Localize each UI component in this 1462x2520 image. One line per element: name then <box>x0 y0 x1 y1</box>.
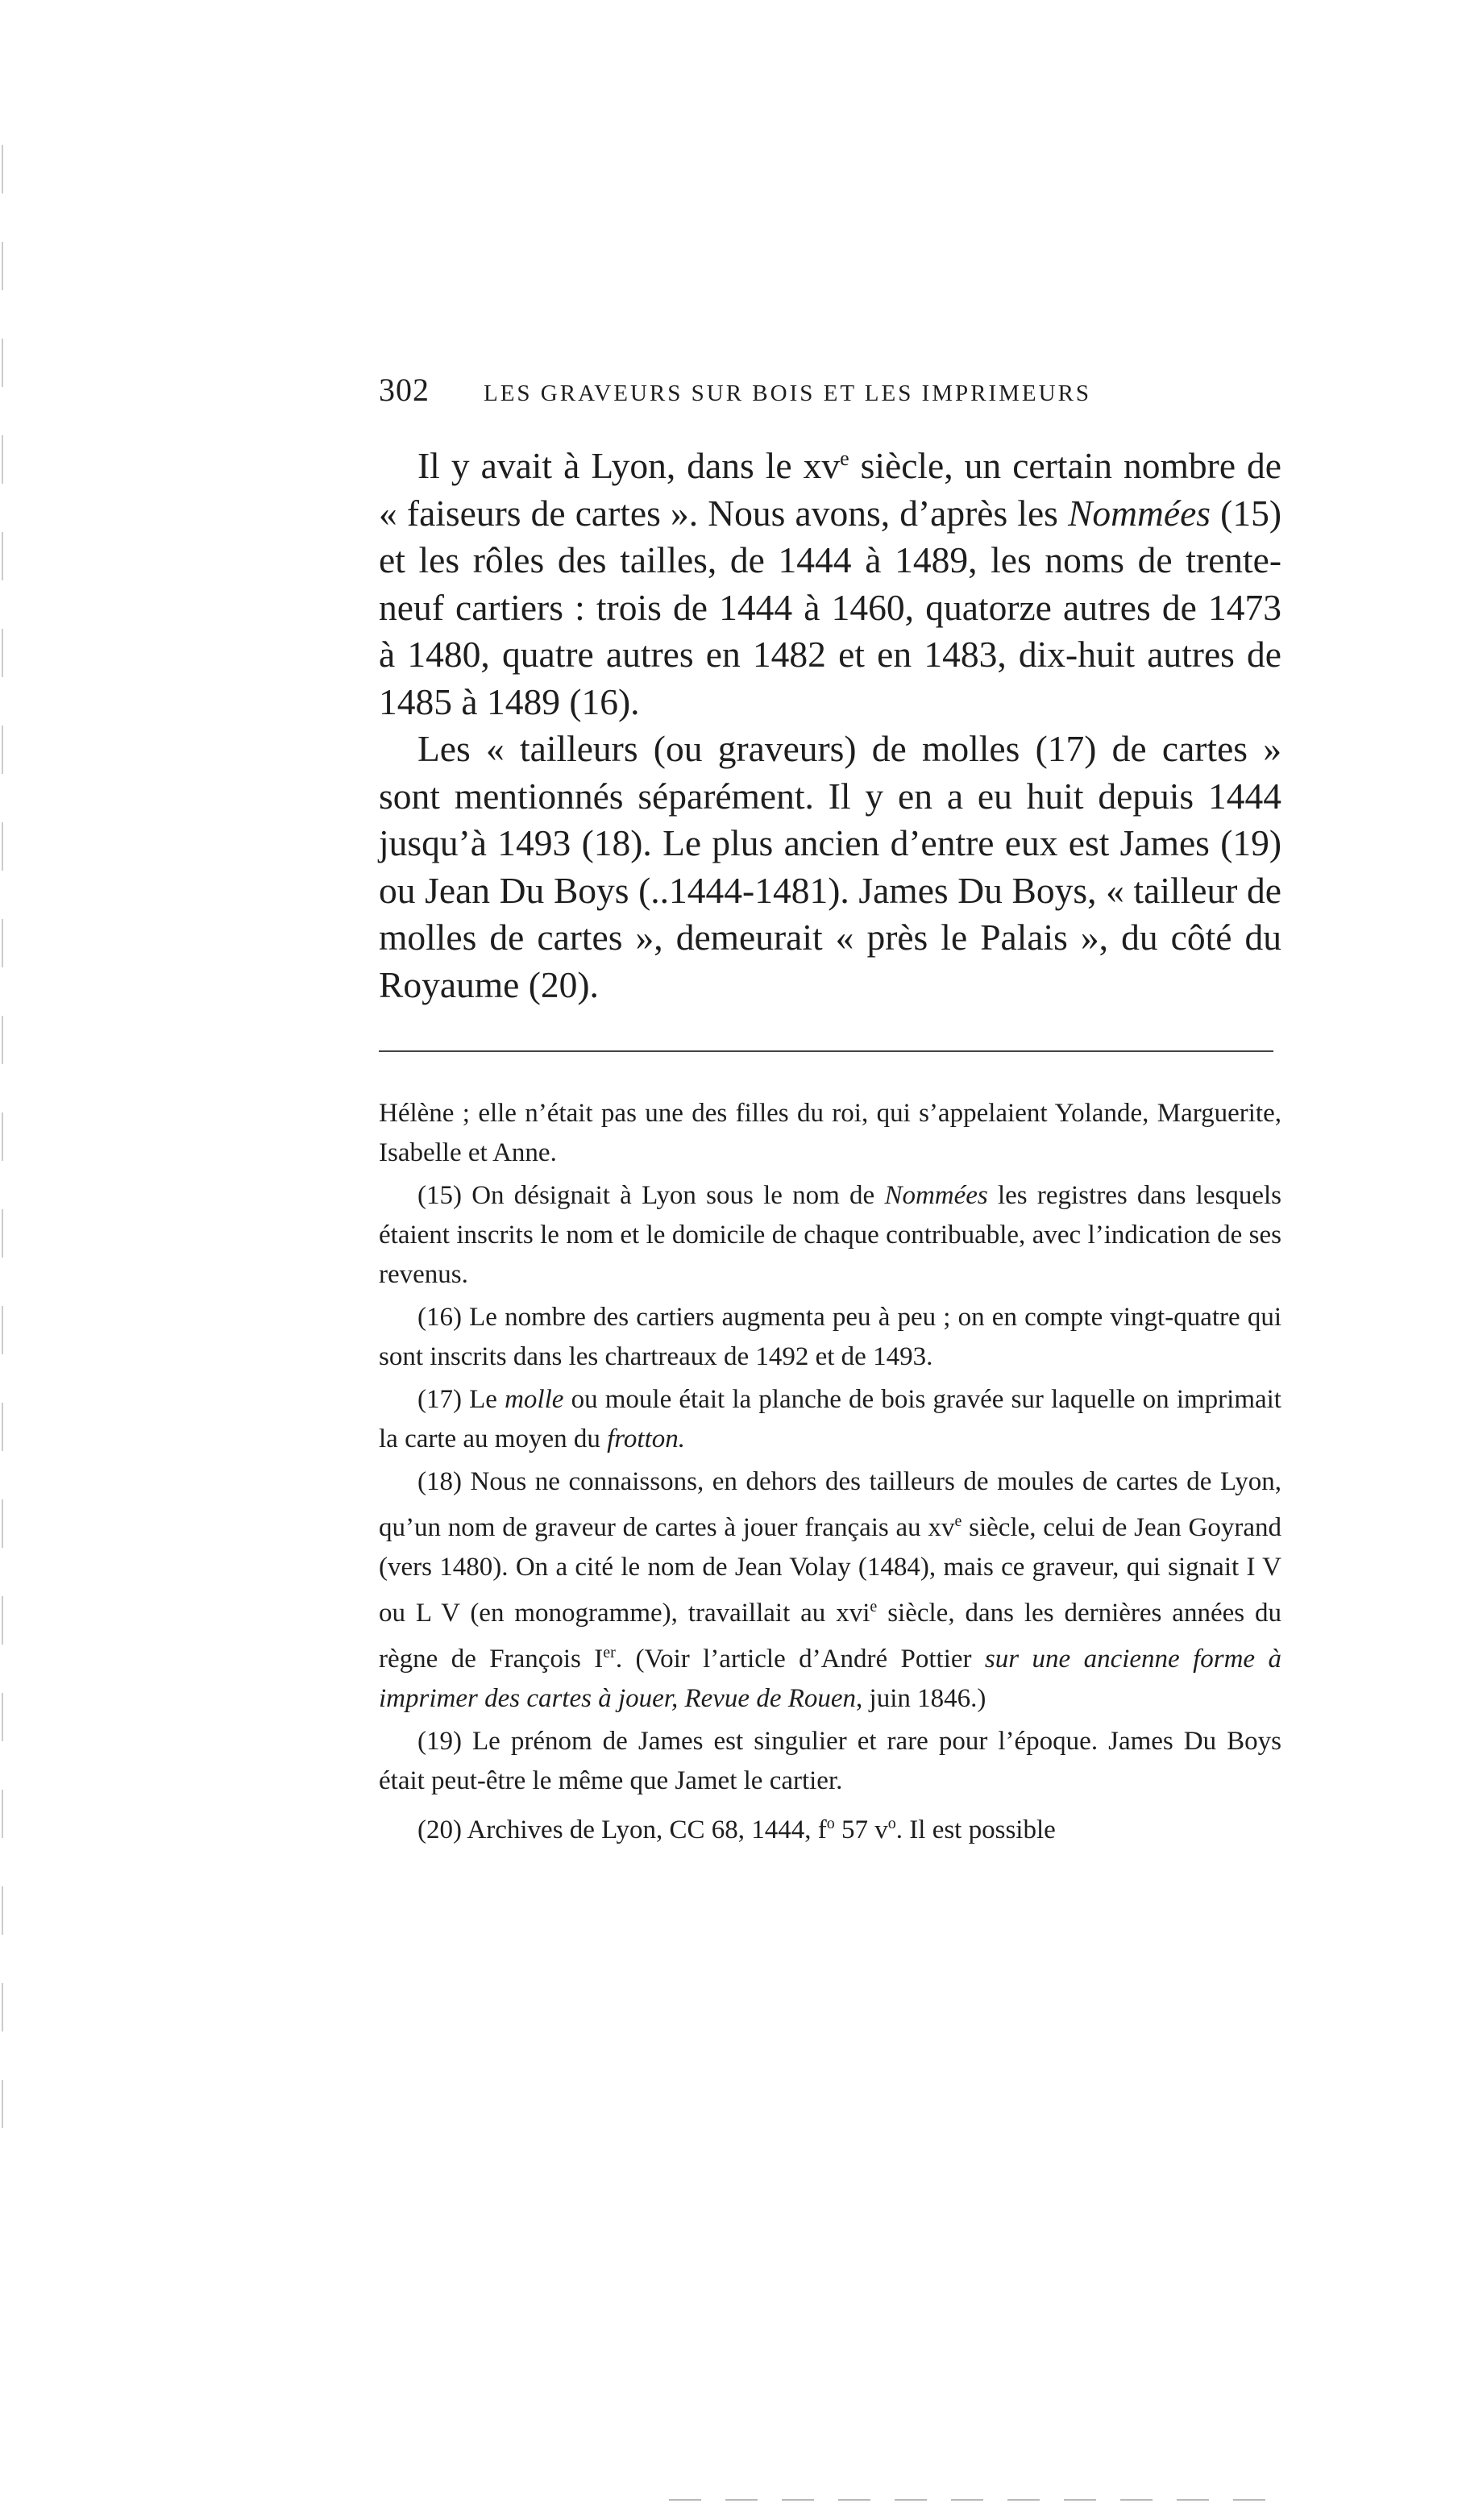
book-page <box>379 371 1281 1850</box>
italic-term: molle <box>505 1385 564 1415</box>
footnote-18 <box>379 1462 1281 1719</box>
text-run: siècle, dans les dernières années du règne de François I <box>379 1599 1281 1674</box>
text-run: , juin 1846.) <box>856 1684 986 1714</box>
footnote-20 <box>379 1804 1281 1850</box>
footnote-17 <box>379 1380 1281 1459</box>
text-run: . Il est possible <box>895 1815 1056 1845</box>
text-run: (15) et les rôles des tailles, de 1444 à 1489, les noms de trente-neuf cartiers : trois de 1444 à 1460, quatorze autres de 1473 à 1480, quatre autres en 1482 et en 1483, dix-huit autres de 1485 à 1489 (16). <box>379 492 1281 722</box>
text-run: 57 v <box>834 1815 888 1845</box>
main-text <box>379 435 1281 1008</box>
text-run: Il y avait à Lyon, dans le xv <box>417 445 841 487</box>
paragraph-2: Les « tailleurs (ou graveurs) de molles (17) de cartes » sont mentionnés séparément. Il y en a eu huit depuis 1444 jusqu’à 1493 (18). Le plus ancien d’entre eux est James (19) ou Jean Du Boys (..1444-1481). James Du Boys, « tailleur de molles de cartes », demeurait « près le Palais », du côté du Royaume (20). <box>379 728 1281 1005</box>
italic-term: Nommées <box>884 1181 988 1211</box>
superscript: o <box>826 1815 835 1833</box>
superscript: e <box>840 447 849 470</box>
scan-bottom-artifact <box>669 2499 1281 2501</box>
text-run: (20) Archives de Lyon, CC 68, 1444, f <box>417 1815 827 1845</box>
superscript: e <box>954 1512 962 1531</box>
footnote-16: (16) Le nombre des cartiers augmenta peu à peu ; on en compte vingt-quatre qui sont inscrits dans les chartreaux de 1492 et de 1493. <box>379 1303 1281 1372</box>
superscript: er <box>603 1644 616 1662</box>
page-number: 302 <box>379 372 430 408</box>
text-run: (17) Le <box>417 1385 505 1415</box>
footnote-19: (19) Le prénom de James est singulier et rare pour l’époque. James Du Boys était peut-être le même que Jamet le cartier. <box>379 1727 1281 1796</box>
page-header <box>379 371 1281 435</box>
text-run: siècle, un certain nombre de « faiseurs de cartes ». Nous avons, d’après les <box>379 445 1281 534</box>
footnotes <box>379 1094 1281 1850</box>
text-run: (15) On désignait à Lyon sous le nom de <box>417 1181 885 1211</box>
paragraph-1 <box>379 435 1281 726</box>
text-run: siècle, celui de Jean Goyrand (vers 1480). On a cité le nom de Jean Volay (1484), mais ce graveur, qui signait I V ou L V (en monogramme), travaillait au xvi <box>379 1513 1281 1628</box>
italic-term: frotton. <box>607 1424 686 1454</box>
text-run: les registres dans lesquels étaient inscrits le nom et le domicile de chaque contribuable, avec l’indication de ses revenus. <box>379 1181 1281 1290</box>
superscript: e <box>870 1598 878 1616</box>
italic-term: Nommées <box>1068 492 1211 534</box>
footnote-separator <box>379 1050 1273 1054</box>
footnote-15 <box>379 1176 1281 1295</box>
scan-edge-artifact <box>2 145 3 2177</box>
superscript: o <box>887 1815 896 1833</box>
text-run: . (Voir l’article d’André Pottier <box>615 1645 985 1674</box>
italic-title: sur une ancienne forme à imprimer des cartes à jouer, Revue de Rouen <box>379 1645 1281 1714</box>
text-run: (18) Nous ne connaissons, en dehors des tailleurs de moules de cartes de Lyon, qu’un nom de graveur de cartes à jouer français au xv <box>379 1467 1281 1543</box>
running-head: LES GRAVEURS SUR BOIS ET LES IMPRIMEURS <box>484 380 1092 406</box>
text-run: ou moule était la planche de bois gravée sur laquelle on imprimait la carte au moyen du <box>379 1385 1281 1454</box>
footnote-continuation: Hélène ; elle n’était pas une des filles du roi, qui s’appelaient Yolande, Marguerite, Isabelle et Anne. <box>379 1099 1281 1168</box>
